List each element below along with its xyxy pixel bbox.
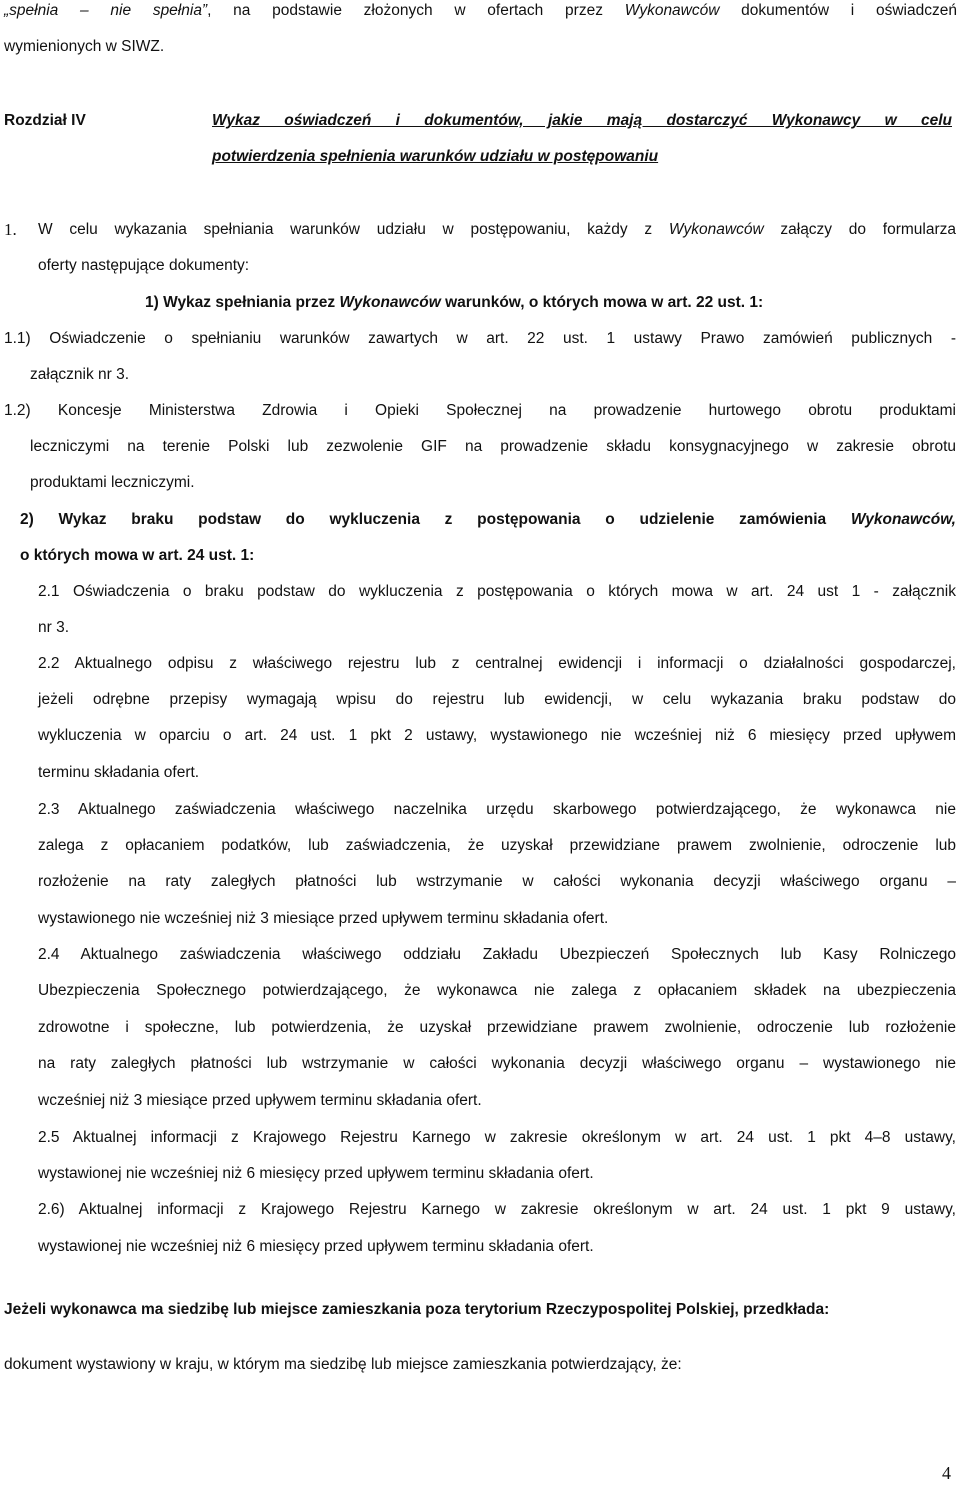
section-number: 1. — [4, 220, 17, 239]
item-1-2-line-2: leczniczymi na terenie Polski lub zezwolenie GIF na prowadzenie składu konsygnacyjnego w zakresie obrotu — [30, 438, 956, 455]
item-2-3-line-3: rozłożenie na raty zaległych płatności lub wstrzymanie w całości wykonania decyzji właściwego organu – — [38, 873, 956, 890]
chapter-label: Rozdział IV — [4, 112, 86, 129]
item-2-5-line-1: 2.5 Aktualnej informacji z Krajowego Rejestru Karnego w zakresie określonym w art. 24 ust. 1 pkt 4–8 ustawy, — [38, 1129, 956, 1146]
item-2-4-line-1: 2.4 Aktualnego zaświadczenia właściwego oddziału Zakładu Ubezpieczeń Społecznych lub Kasy Rolniczego — [38, 946, 956, 963]
item-2-4-line-3: zdrowotne i społeczne, lub potwierdzenia, że uzyskał przewidziane prawem zwolnienie, odroczenie lub rozłożenie — [38, 1019, 956, 1036]
item-2-4-line-2: Ubezpieczenia Społecznego potwierdzającego, że wykonawca nie zalega z opłacaniem składek na ubezpieczenia — [38, 982, 956, 999]
sub-heading-2-line-2: o których mowa w art. 24 ust. 1: — [20, 547, 255, 564]
intro-quote: „spełnia – nie spełnia” — [4, 2, 208, 19]
page-number: 4 — [942, 1463, 951, 1483]
item-2-2-line-4: terminu składania ofert. — [38, 764, 200, 781]
item-2-6-line-1: 2.6) Aktualnej informacji z Krajowego Rejestru Karnego w zakresie określonym w art. 24 ust. 1 pkt 9 ustawy, — [38, 1201, 956, 1218]
chapter-title-line-1: Wykaz oświadczeń i dokumentów, jakie mają dostarczyć Wykonawcy w celu — [212, 112, 952, 129]
item-2-3-line-2: zalega z opłacaniem podatków, lub zaświadczenia, że uzyskał przewidziane prawem zwolnienie, odroczenie lub — [38, 837, 956, 854]
item-2-2-line-2: jeżeli odrębne przepisy wymagają wpisu do rejestru lub ewidencji, w celu wykazania braku podstaw do — [38, 691, 956, 708]
item-2-2-line-3: wykluczenia w oparciu o art. 24 ust. 1 pkt 2 ustawy, wystawionego nie wcześniej niż 6 miesięcy przed upływem — [38, 727, 956, 744]
sub-heading-1 — [145, 293, 763, 313]
item-1-1-line-2: załącznik nr 3. — [30, 366, 130, 383]
item-2-1-line-2: nr 3. — [38, 619, 70, 636]
sub2-a: 2) Wykaz braku podstaw do wykluczenia z postępowania o udzielenie zamówienia — [20, 511, 851, 528]
item-1-1-line-1: 1.1) Oświadczenie o spełnianiu warunków zawartych w art. 22 ust. 1 ustawy Prawo zamówień publicznych - — [4, 330, 956, 347]
item-2-3-line-1: 2.3 Aktualnego zaświadczenia właściwego naczelnika urzędu skarbowego potwierdzającego, że wykonawca nie — [38, 801, 956, 818]
item-2-6-line-2: wystawionej nie wcześniej niż 6 miesięcy przed upływem terminu składania ofert. — [38, 1238, 594, 1255]
section-1-line-1 — [38, 220, 956, 240]
intro-end: dokumentów i oświadczeń — [719, 2, 957, 19]
intro-line-2: wymienionych w SIWZ. — [4, 38, 165, 55]
s1-text-b: załączy do formularza — [763, 221, 956, 238]
item-1-2-line-1: 1.2) Koncesje Ministerstwa Zdrowia i Opieki Społecznej na prowadzenie hurtowego obrotu produktami — [4, 402, 956, 419]
intro-line-1 — [4, 1, 957, 21]
foreign-heading: Jeżeli wykonawca ma siedzibę lub miejsce zamieszkania poza terytorium Rzeczypospolitej Polskiej, przedkłada: — [4, 1301, 830, 1318]
intro-mid: , na podstawie złożonych w ofertach przez — [207, 2, 625, 19]
s1-text-a: W celu wykazania spełniania warunków udziału w postępowaniu, każdy z — [38, 221, 669, 238]
sub1-wykonawcow: Wykonawców — [339, 294, 441, 311]
sub2-wykonawcow: Wykonawców, — [850, 511, 956, 528]
foreign-line: dokument wystawiony w kraju, w którym ma siedzibę lub miejsce zamieszkania potwierdzający, że: — [4, 1356, 682, 1373]
item-1-2-line-3: produktami leczniczymi. — [30, 474, 195, 491]
s1-wykonawcow: Wykonawców — [668, 221, 764, 238]
section-1-line-2: oferty następujące dokumenty: — [38, 257, 250, 274]
item-2-5-line-2: wystawionej nie wcześniej niż 6 miesięcy przed upływem terminu składania ofert. — [38, 1165, 594, 1182]
item-2-1-line-1: 2.1 Oświadczenia o braku podstaw do wykluczenia z postępowania o których mowa w art. 24 ust 1 - załącznik — [38, 583, 956, 600]
item-2-4-line-4: na raty zaległych płatności lub wstrzymanie w całości wykonania decyzji właściwego organu – wystawionego nie — [38, 1055, 956, 1072]
item-2-4-line-5: wcześniej niż 3 miesiące przed upływem terminu składania ofert. — [38, 1092, 482, 1109]
sub1-a: 1) Wykaz spełniania przez — [145, 294, 340, 311]
item-2-3-line-4: wystawionego nie wcześniej niż 3 miesiące przed upływem terminu składania ofert. — [38, 910, 609, 927]
sub1-b: warunków, o których mowa w art. 22 ust. 1: — [440, 294, 764, 311]
sub-heading-2 — [20, 510, 956, 530]
chapter-title-line-2: potwierdzenia spełnienia warunków udziału w postępowaniu — [212, 148, 659, 165]
intro-wykonawcow: Wykonawców — [624, 2, 720, 19]
item-2-2-line-1: 2.2 Aktualnego odpisu z właściwego rejestru lub z centralnej ewidencji i informacji o działalności gospodarczej, — [38, 655, 956, 672]
